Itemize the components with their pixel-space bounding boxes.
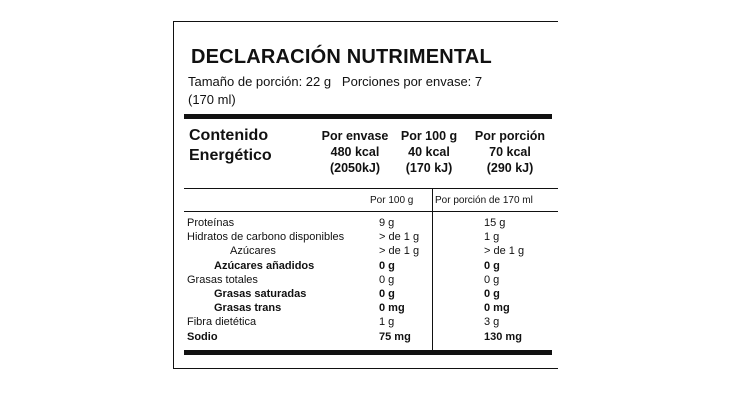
nutrient-per100: 0 g [379,288,395,300]
energy-col-portion [466,128,554,176]
energy-col-head: Por envase [321,129,389,143]
serving-size: Tamaño de porción: 22 g Porciones por envase: 7 [188,74,483,89]
energy-col-head: Por porción [474,129,546,143]
nutrition-label [173,21,558,369]
energy-col-head: Por 100 g [400,129,458,143]
divider-thin [184,188,558,189]
energy-col-kj: (170 kJ) [405,161,453,175]
nutrient-per100: 9 g [379,217,395,229]
col-head-perportion: Por porción de 170 ml [435,195,533,206]
nutrient-portion: > de 1 g [484,245,525,258]
nutrient-portion: 0 g [484,259,500,272]
energy-heading-line1: Contenido [189,127,269,144]
nutrient-per100: > de 1 g [379,231,420,244]
nutrient-name: Proteínas [187,217,235,229]
energy-col-kcal: 480 kcal [330,145,380,159]
energy-heading-line2: Energético [189,147,272,164]
divider-header [184,211,558,212]
nutrient-portion: 0 g [484,288,500,300]
serving-volume: (170 ml) [188,92,236,107]
nutrient-portion: 0 g [484,273,500,286]
column-divider [432,188,433,352]
energy-col-kj: (2050kJ) [329,161,381,175]
nutrient-portion: 0 mg [484,302,510,315]
nutrient-name: Azúcares añadidos [214,259,315,272]
energy-col-kcal: 70 kcal [489,145,531,159]
energy-heading [189,126,272,166]
nutrient-per100: 1 g [379,316,395,329]
energy-col-kcal: 40 kcal [408,145,450,159]
nutrient-portion: 3 g [484,316,500,329]
nutrient-per100: 0 g [379,259,395,272]
divider-thick-bottom [184,350,552,355]
energy-col-kj: (290 kJ) [486,161,534,175]
nutrient-name: Grasas saturadas [214,288,307,300]
nutrient-name: Azúcares [230,245,276,258]
nutrient-name: Sodio [187,330,218,343]
col-head-per100: Por 100 g [370,195,414,206]
label-title: DECLARACIÓN NUTRIMENTAL [191,46,492,68]
nutrient-per100: 75 mg [379,330,411,343]
divider-thick-top [184,114,552,119]
nutrient-name: Fibra dietética [187,316,257,329]
nutrient-portion: 130 mg [484,330,522,343]
nutrient-portion: 1 g [484,231,500,244]
energy-col-package [310,128,400,176]
nutrient-name: Hidratos de carbono disponibles [187,231,345,244]
nutrient-name: Grasas trans [214,302,282,315]
nutrient-name: Grasas totales [187,273,258,286]
energy-col-100g [388,128,470,176]
nutrient-per100: > de 1 g [379,245,420,258]
nutrient-portion: 15 g [484,217,506,229]
nutrient-per100: 0 g [379,273,395,286]
nutrient-per100: 0 mg [379,302,405,315]
